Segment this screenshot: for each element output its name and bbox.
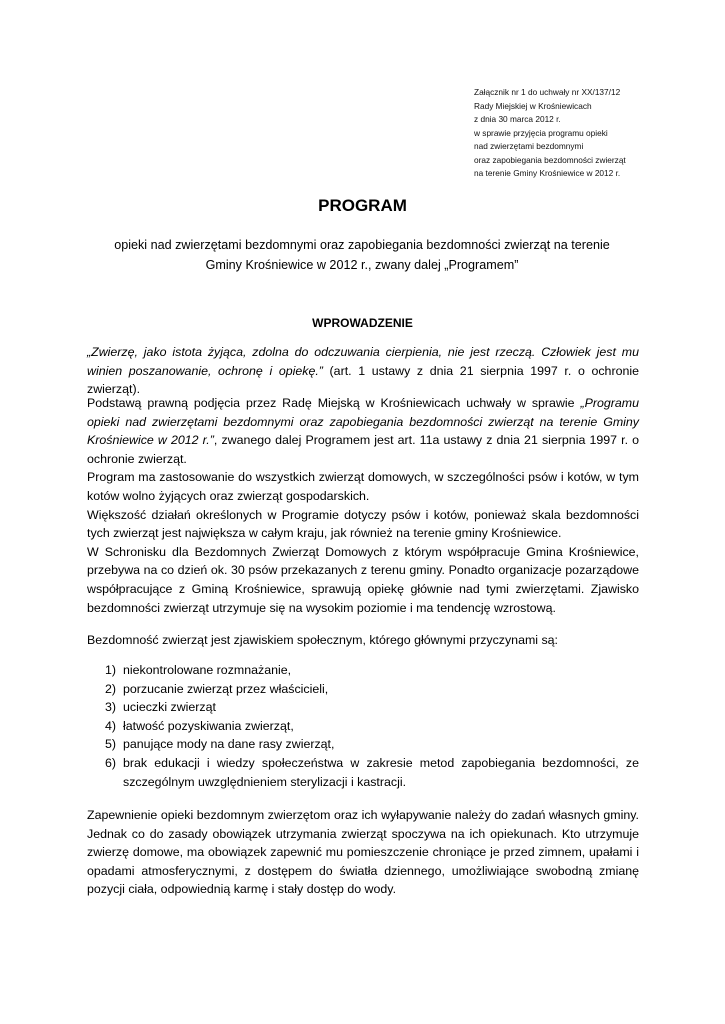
list-item: 4) łatwość pozyskiwania zwierząt, [105, 718, 294, 733]
annex-line: nad zwierzętami bezdomnymi [474, 141, 584, 151]
program-name-italic: „Programu opieki nad zwierzętami bezdomnymi oraz zapobiegania bezdomności zwierząt na terenie Gminy Krośniewice w 2012 r.” [87, 396, 639, 448]
annex-line: Rady Miejskiej w Krośniewicach [474, 100, 592, 111]
annex-note [474, 86, 704, 181]
causes-list [87, 661, 639, 791]
list-item: 1) niekontrolowane rozmnażanie, [105, 663, 292, 677]
focus-text: Większość działań określonych w Programie dotyczy psów i kotów, ponieważ skala bezdomności tych zwierząt jest największa w całym kraju, jak również na terenie gminy Krośniewice. [87, 507, 639, 541]
list-item: 3) ucieczki zwierząt [105, 700, 216, 715]
document-subtitle: opieki nad zwierzętami bezdomnymi oraz zapobiegania bezdomności zwierząt na terenie Gminy Krośniewice w 2012 r., zwany dalej „Programem” [114, 238, 610, 272]
annex-line: oraz zapobiegania bezdomności zwierząt [474, 154, 626, 165]
quote-source: (art. 1 ustawy z dnia 21 sierpnia 1997 r. o ochronie zwierząt). [87, 363, 639, 397]
annex-line: Załącznik nr 1 do uchwały nr XX/137/12 [474, 87, 621, 97]
list-item: 6) brak edukacji i wiedzy społeczeństwa w zakresie metod zapobiegania bezdomności, ze szczególnym uwzględnieniem sterylizacji i kastracji. [105, 755, 639, 789]
scope-text: Program ma zastosowanie do wszystkich zwierząt domowych, w szczególności psów i kotów, w tym kotów wolno żyjących oraz zwierząt gospodarskich. [87, 470, 639, 503]
annex-line: na terenie Gminy Krośniewice w 2012 r. [474, 168, 621, 178]
list-item: 2) porzucanie zwierząt przez właścicieli, [105, 681, 329, 696]
list-item: 5) panujące mody na dane rasy zwierząt, [105, 737, 335, 752]
quote-paragraph [87, 343, 639, 399]
legal-basis-paragraph [87, 394, 639, 617]
document-title: PROGRAM [318, 196, 407, 215]
shelter-text: W Schronisku dla Bezdomnych Zwierząt Domowych z którym współpracuje Gmina Krośniewice, przebywa na co dzień ok. 30 psów przekazanych z terenu gminy. Ponadto organizacje pozarządowe współpracujące z Gminą Krośniewice, sprawują opiekę głównie nad tymi zwierzętami. Zjawisko bezdomności zwierząt utrzymuje się na wysokim poziomie i ma tendencję wzrostową. [87, 544, 639, 615]
quote-text: „Zwierzę, jako istota żyjąca, zdolna do odczuwania cierpienia, nie jest rzeczą. Człowiek jest mu winien poszanowanie, ochronę i opiekę.” [87, 345, 639, 378]
causes-intro: Bezdomność zwierząt jest zjawiskiem społecznym, którego głównymi przyczynami są: [87, 633, 559, 647]
legal-basis-tail: , zwanego dalej Programem jest art. 11a ustawy z dnia 21 sierpnia 1997 r. o ochronie zwierząt. [87, 433, 640, 466]
annex-line: w sprawie przyjęcia programu opieki [474, 127, 608, 138]
section-heading-introduction: WPROWADZENIE [312, 316, 413, 330]
owner-duties-paragraph: Zapewnienie opieki bezdomnym zwierzętom oraz ich wyłapywanie należy do zadań własnych gminy. Jednak co do zasady obowiązek utrzymania zwierząt spoczywa na ich opiekunach. Kto utrzymuje zwierzę domowe, ma obowiązek zapewnić mu pomieszczenie chroniące je przed zimnem, upałami i opadami atmosferycznymi, z dostępem do światła dziennego, umożliwiające swobodną zmianę pozycji ciała, odpowiednią karmę i stały dostęp do wody. [87, 808, 639, 897]
legal-basis-lead: Podstawą prawną podjęcia przez Radę Miejską w Krośniewicach uchwały w sprawie [87, 396, 581, 410]
annex-line: z dnia 30 marca 2012 r. [474, 114, 561, 124]
